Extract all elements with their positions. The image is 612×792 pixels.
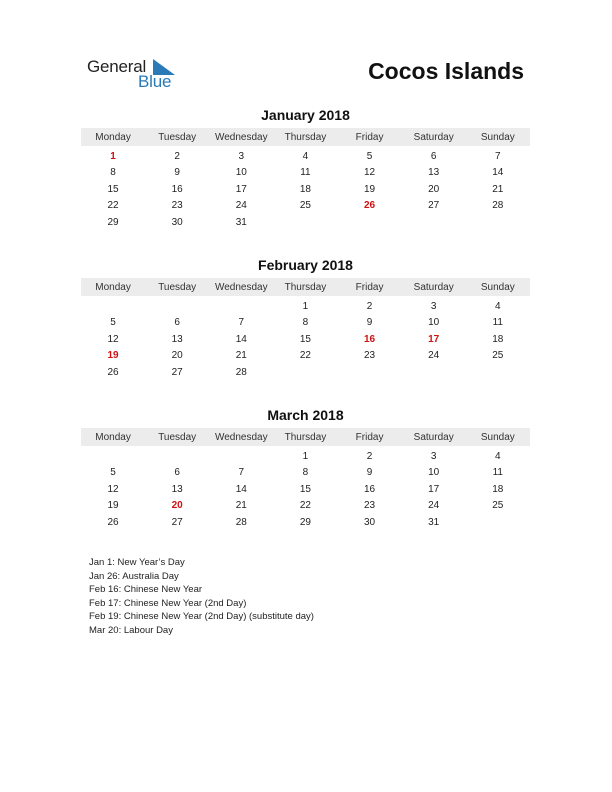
date-cell: 4: [302, 150, 309, 162]
week-row: [81, 348, 530, 365]
week-row: [81, 298, 530, 315]
weekday-label: Monday: [95, 131, 131, 143]
month-title: January 2018: [261, 107, 350, 123]
weekday-label: Sunday: [480, 431, 515, 443]
week-row: [81, 198, 530, 215]
date-cell: 13: [171, 333, 183, 345]
date-cell: 17: [235, 183, 247, 195]
date-cell: 7: [238, 317, 245, 329]
month-block: [81, 406, 530, 531]
date-cell: 8: [302, 317, 309, 329]
weekday-label: Monday: [95, 281, 131, 293]
date-cell: 22: [107, 200, 119, 212]
date-cell: 17: [428, 483, 440, 495]
date-cell: 28: [235, 516, 247, 528]
date-cell: 16: [171, 183, 183, 195]
date-cell: 20: [428, 183, 440, 195]
date-cell: 8: [110, 167, 116, 179]
weekday-label: Wednesday: [214, 131, 268, 143]
month-title: February 2018: [258, 257, 353, 273]
date-cell: 2: [366, 450, 373, 462]
weekday-label: Saturday: [413, 281, 454, 293]
month-block: [81, 106, 530, 231]
week-row: [81, 315, 530, 332]
holiday-date-cell: 20: [171, 500, 183, 512]
week-row: [81, 165, 530, 182]
date-cell: 7: [495, 150, 501, 162]
week-row: [81, 214, 530, 231]
date-cell: 6: [430, 150, 437, 162]
weekday-label: Thursday: [284, 281, 327, 293]
logo-general-text: General: [87, 57, 147, 76]
weekday-label: Tuesday: [158, 281, 197, 293]
date-cell: 18: [299, 183, 311, 195]
date-cell: 18: [492, 333, 504, 345]
date-cell: 24: [235, 200, 247, 212]
date-cell: 23: [364, 350, 376, 362]
date-cell: 3: [238, 150, 245, 162]
holiday-list-item: Jan 26: Australia Day: [89, 570, 179, 582]
date-cell: 21: [235, 350, 247, 362]
date-cell: 6: [174, 467, 180, 479]
date-cell: 31: [235, 216, 247, 228]
date-cell: 18: [492, 483, 504, 495]
date-cell: 10: [428, 467, 440, 479]
date-cell: 7: [238, 467, 245, 479]
weekday-label: Saturday: [413, 431, 454, 443]
date-cell: 22: [299, 350, 311, 362]
week-row: [81, 181, 530, 198]
date-cell: 6: [174, 317, 180, 329]
date-cell: 25: [492, 500, 504, 512]
date-cell: 15: [299, 333, 311, 345]
date-cell: 30: [171, 216, 183, 228]
holiday-list-item: Feb 16: Chinese New Year: [89, 584, 203, 596]
date-cell: 11: [492, 317, 503, 329]
weekday-label: Wednesday: [214, 431, 268, 443]
date-cell: 14: [235, 333, 247, 345]
date-cell: 30: [364, 516, 376, 528]
weekday-header-row: [81, 428, 530, 446]
date-cell: 4: [495, 300, 501, 312]
date-cell: 20: [171, 350, 183, 362]
weekday-label: Friday: [355, 281, 384, 293]
holiday-list-item: Jan 1: New Year’s Day: [89, 557, 185, 568]
date-cell: 26: [107, 516, 119, 528]
holiday-date-cell: 26: [364, 200, 376, 212]
date-cell: 16: [364, 483, 376, 495]
date-cell: 5: [110, 467, 116, 479]
date-cell: 12: [364, 167, 376, 179]
date-cell: 21: [235, 500, 247, 512]
month-title: March 2018: [267, 407, 344, 423]
date-cell: 25: [299, 200, 311, 212]
weekday-label: Wednesday: [214, 281, 268, 293]
week-row: [81, 465, 530, 482]
holiday-date-cell: 16: [364, 333, 376, 345]
week-row: [81, 514, 530, 531]
date-cell: 29: [107, 216, 119, 228]
holiday-date-cell: 17: [428, 333, 440, 345]
date-cell: 9: [366, 317, 373, 329]
holiday-list-item: Feb 17: Chinese New Year (2nd Day): [89, 597, 247, 609]
date-cell: 9: [174, 167, 180, 179]
holiday-list: [89, 556, 314, 638]
date-cell: 4: [495, 450, 501, 462]
date-cell: 27: [171, 516, 183, 528]
date-cell: 10: [428, 317, 440, 329]
date-cell: 3: [430, 450, 437, 462]
weekday-label: Monday: [95, 431, 131, 443]
date-cell: 22: [299, 500, 311, 512]
date-cell: 1: [302, 300, 309, 312]
date-cell: 28: [235, 366, 247, 378]
date-cell: 15: [299, 483, 311, 495]
date-cell: 15: [107, 183, 119, 195]
date-cell: 5: [366, 150, 373, 162]
logo-blue-text: Blue: [138, 72, 172, 91]
date-cell: 29: [299, 516, 311, 528]
weekday-label: Friday: [355, 131, 384, 143]
date-cell: 3: [430, 300, 437, 312]
date-cell: 5: [110, 317, 116, 329]
date-cell: 10: [235, 167, 247, 179]
holiday-date-cell: 1: [110, 150, 116, 162]
date-cell: 19: [364, 183, 376, 195]
logo: [87, 57, 187, 93]
date-cell: 12: [107, 333, 119, 345]
date-cell: 9: [366, 467, 373, 479]
date-cell: 28: [492, 200, 504, 212]
weekday-label: Friday: [355, 431, 384, 443]
week-row: [81, 498, 530, 515]
holiday-list-item: Mar 20: Labour Day: [89, 624, 173, 636]
country-title: Cocos Islands: [368, 58, 524, 84]
month-block: [81, 256, 530, 381]
date-cell: 13: [171, 483, 183, 495]
date-cell: 24: [428, 350, 440, 362]
week-row: [81, 364, 530, 381]
holiday-list-item: Feb 19: Chinese New Year (2nd Day) (substitute day): [89, 611, 314, 623]
date-cell: 31: [428, 516, 440, 528]
date-cell: 2: [174, 150, 180, 162]
weekday-label: Thursday: [284, 131, 327, 143]
date-cell: 25: [492, 350, 504, 362]
weekday-header-row: [81, 278, 530, 296]
date-cell: 1: [302, 450, 309, 462]
week-row: [81, 331, 530, 348]
weekday-label: Saturday: [413, 131, 454, 143]
weekday-label: Sunday: [480, 131, 515, 143]
date-cell: 23: [364, 500, 376, 512]
date-cell: 2: [366, 300, 373, 312]
week-row: [81, 148, 530, 165]
date-cell: 14: [492, 167, 504, 179]
date-cell: 27: [171, 366, 183, 378]
week-row: [81, 448, 530, 465]
date-cell: 12: [107, 483, 119, 495]
date-cell: 27: [428, 200, 440, 212]
date-cell: 21: [492, 183, 504, 195]
date-cell: 11: [492, 467, 503, 479]
date-cell: 11: [300, 167, 311, 179]
weekday-label: Tuesday: [158, 431, 197, 443]
date-cell: 26: [107, 366, 119, 378]
holiday-date-cell: 19: [107, 350, 119, 362]
date-cell: 14: [235, 483, 247, 495]
date-cell: 23: [171, 200, 183, 212]
weekday-label: Tuesday: [158, 131, 197, 143]
date-cell: 24: [428, 500, 440, 512]
date-cell: 8: [302, 467, 309, 479]
weekday-label: Sunday: [480, 281, 515, 293]
week-row: [81, 481, 530, 498]
date-cell: 13: [428, 167, 440, 179]
date-cell: 19: [107, 500, 119, 512]
weekday-header-row: [81, 128, 530, 146]
weekday-label: Thursday: [284, 431, 327, 443]
